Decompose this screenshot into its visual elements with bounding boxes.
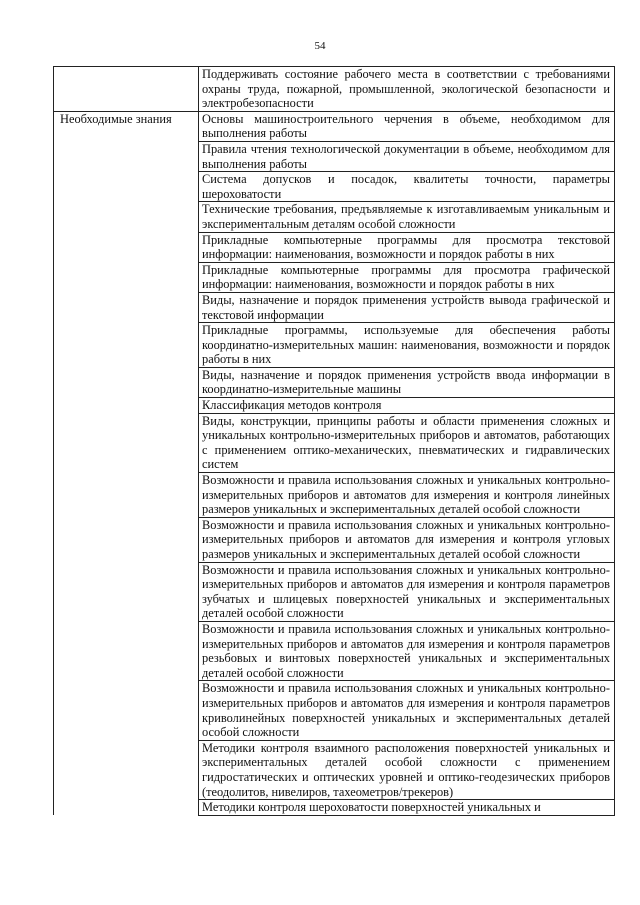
- row-content-cell: Правила чтения технологической документации в объеме, необходимом для выполнения работы: [199, 141, 615, 171]
- row-label-cell: [54, 413, 199, 472]
- table-row: [54, 202, 615, 232]
- row-label-cell: [54, 367, 199, 397]
- table-row: [54, 232, 615, 262]
- row-content-cell: Система допусков и посадок, квалитеты точности, параметры шероховатости: [199, 172, 615, 202]
- row-label-cell: [54, 141, 199, 171]
- table-body: [54, 67, 615, 816]
- table-row: [54, 473, 615, 518]
- row-label-cell: [54, 232, 199, 262]
- table-row: [54, 292, 615, 322]
- row-content-cell: Поддерживать состояние рабочего места в соответствии с требованиями охраны труда, пожарной, промышленной, экологической безопасности и электробезопасности: [199, 67, 615, 112]
- row-content-cell: Классификация методов контроля: [199, 398, 615, 414]
- row-label-cell: [54, 172, 199, 202]
- row-content-cell: Возможности и правила использования сложных и уникальных контрольно-измерительных приборов и автоматов для измерения и контроля угловых размеров уникальных и экспериментальных деталей особой сложности: [199, 517, 615, 562]
- row-label-cell: [54, 800, 199, 816]
- row-label-cell: [54, 473, 199, 518]
- table-row: [54, 398, 615, 414]
- table-row: [54, 172, 615, 202]
- table-row: [54, 323, 615, 368]
- table-row: [54, 800, 615, 816]
- row-label-cell: [54, 202, 199, 232]
- page-number: 54: [314, 40, 326, 52]
- table-row: [54, 413, 615, 472]
- table-row: [54, 681, 615, 740]
- row-label-cell: [54, 292, 199, 322]
- row-label-cell: [54, 740, 199, 799]
- row-content-cell: Виды, конструкции, принципы работы и области применения сложных и уникальных контрольно-измерительных приборов и автоматов, работающих с применением оптико-механических, пневматических и гидравлических систем: [199, 413, 615, 472]
- table-row: [54, 517, 615, 562]
- table-row: [54, 621, 615, 680]
- row-content-cell: Основы машиностроительного черчения в объеме, необходимом для выполнения работы: [199, 111, 615, 141]
- row-label-cell: [54, 323, 199, 368]
- row-content-cell: Возможности и правила использования сложных и уникальных контрольно-измерительных приборов и автоматов для измерения и контроля параметров зубчатых и шлицевых поверхностей уникальных и экспериментальных деталей особой сложности: [199, 562, 615, 621]
- table-row: [54, 740, 615, 799]
- row-content-cell: Технические требования, предъявляемые к изготавливаемым уникальным и экспериментальным деталям особой сложности: [199, 202, 615, 232]
- row-content-cell: Методики контроля шероховатости поверхностей уникальных и: [199, 800, 615, 816]
- row-content-cell: Прикладные компьютерные программы для просмотра текстовой информации: наименования, возможности и порядок работы в них: [199, 232, 615, 262]
- row-content-cell: Возможности и правила использования сложных и уникальных контрольно-измерительных приборов и автоматов для измерения и контроля параметров криволинейных поверхностей уникальных и экспериментальных деталей особой сложности: [199, 681, 615, 740]
- requirements-table: [53, 66, 615, 816]
- row-content-cell: Возможности и правила использования сложных и уникальных контрольно-измерительных приборов и автоматов для измерения и контроля линейных размеров уникальных и экспериментальных деталей особой сложности: [199, 473, 615, 518]
- row-content-cell: Виды, назначение и порядок применения устройств ввода информации в координатно-измерительные машины: [199, 367, 615, 397]
- table-row: [54, 111, 615, 141]
- row-label-cell: [54, 398, 199, 414]
- table-row: [54, 562, 615, 621]
- row-label-cell: [54, 681, 199, 740]
- row-content-cell: Методики контроля взаимного расположения поверхностей уникальных и экспериментальных деталей особой сложности с применением гидростатических и оптических уровней и оптико-геодезических приборов (теодолитов, нивелиров, тахеометров/трекеров): [199, 740, 615, 799]
- table-row: [54, 262, 615, 292]
- row-content-cell: Прикладные компьютерные программы для просмотра графической информации: наименования, возможности и порядок работы в них: [199, 262, 615, 292]
- row-content-cell: Возможности и правила использования сложных и уникальных контрольно-измерительных приборов и автоматов для измерения и контроля параметров резьбовых и винтовых поверхностей уникальных и экспериментальных деталей особой сложности: [199, 621, 615, 680]
- row-label-cell: [54, 517, 199, 562]
- table-row: [54, 141, 615, 171]
- row-label-cell: [54, 562, 199, 621]
- table-row: [54, 367, 615, 397]
- row-label-cell: [54, 262, 199, 292]
- row-content-cell: Прикладные программы, используемые для обеспечения работы координатно-измерительных машин: наименования, возможности и порядок работы в них: [199, 323, 615, 368]
- row-label-cell: [54, 621, 199, 680]
- row-label-cell: Необходимые знания: [54, 111, 199, 141]
- row-label-cell: [54, 67, 199, 112]
- row-content-cell: Виды, назначение и порядок применения устройств вывода графической и текстовой информации: [199, 292, 615, 322]
- table-row: [54, 67, 615, 112]
